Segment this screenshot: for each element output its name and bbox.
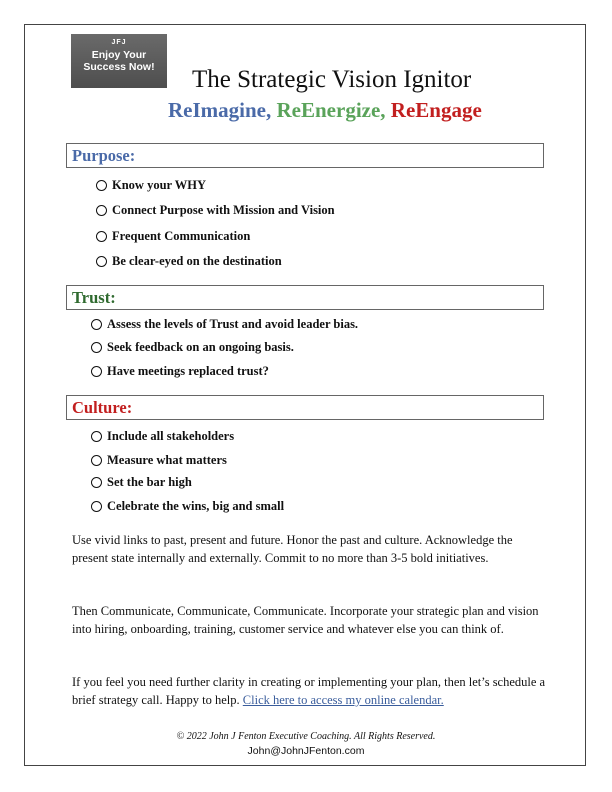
checklist-item <box>91 340 294 355</box>
checklist-item <box>91 475 192 490</box>
calendar-link[interactable]: Click here to access my online calendar. <box>242 693 444 707</box>
subtitle-reenergize: ReEnergize, <box>276 98 386 122</box>
checkbox-circle-icon[interactable] <box>91 319 102 330</box>
checklist-item-label: Assess the levels of Trust and avoid leader bias. <box>107 317 359 331</box>
logo-monogram: JFJ <box>111 39 127 46</box>
checklist-item-label: Know your WHY <box>112 178 207 192</box>
section-heading-trust: Trust: <box>66 285 544 310</box>
checklist-item-label: Measure what matters <box>107 453 227 467</box>
checkbox-circle-icon[interactable] <box>91 366 102 377</box>
checklist-item <box>96 254 282 269</box>
checklist-item-label: Connect Purpose with Mission and Vision <box>112 203 335 217</box>
logo-line-1: Enjoy Your <box>91 49 147 61</box>
checklist-item <box>91 364 269 379</box>
checklist-item <box>91 317 358 332</box>
checkbox-circle-icon[interactable] <box>96 205 107 216</box>
checklist-item <box>91 453 227 468</box>
checklist-item-label: Set the bar high <box>107 475 192 489</box>
checkbox-circle-icon[interactable] <box>91 477 102 488</box>
checklist-item <box>91 499 284 514</box>
checklist-item <box>96 178 206 193</box>
paragraph-vivid-links: Use vivid links to past, present and future. Honor the past and culture. Acknowledge the present state internally and externally. Commit to no more than 3-5 bold initiatives. <box>72 533 513 565</box>
checkbox-circle-icon[interactable] <box>91 431 102 442</box>
subtitle-reimagine: ReImagine, <box>168 98 272 122</box>
logo <box>71 34 167 88</box>
checkbox-circle-icon[interactable] <box>96 231 107 242</box>
footer-email[interactable]: John@JohnJFenton.com <box>247 745 365 757</box>
checklist-item-label: Be clear-eyed on the destination <box>112 254 282 268</box>
checkbox-circle-icon[interactable] <box>96 256 107 267</box>
logo-line-2: Success Now! <box>83 61 155 73</box>
section-heading-purpose: Purpose: <box>66 143 544 168</box>
checklist-item-label: Celebrate the wins, big and small <box>107 499 285 513</box>
checkbox-circle-icon[interactable] <box>91 342 102 353</box>
page-subtitle <box>168 98 482 123</box>
footer-copyright: © 2022 John J Fenton Executive Coaching. All Rights Reserved. <box>176 731 436 742</box>
checklist-item-label: Frequent Communication <box>112 229 251 243</box>
subtitle-reengage: ReEngage <box>390 98 482 122</box>
checklist-item <box>91 429 234 444</box>
strategy-call-text: If you feel you need further clarity in creating or implementing your plan, then let’s schedule a brief strategy call. Happy to help. <box>72 675 546 707</box>
checkbox-circle-icon[interactable] <box>96 180 107 191</box>
section-heading-culture: Culture: <box>66 395 544 420</box>
checklist-item <box>96 229 250 244</box>
checklist-item <box>96 203 335 218</box>
checklist-item-label: Have meetings replaced trust? <box>107 364 269 378</box>
page-title: The Strategic Vision Ignitor <box>192 66 472 93</box>
paragraph-communicate: Then Communicate, Communicate, Communicate. Incorporate your strategic plan and vision into hiring, onboarding, training, customer service and whatever else you can think of. <box>72 604 539 636</box>
paragraph-strategy-call <box>72 673 547 709</box>
checkbox-circle-icon[interactable] <box>91 501 102 512</box>
checklist-item-label: Seek feedback on an ongoing basis. <box>107 340 294 354</box>
checkbox-circle-icon[interactable] <box>91 455 102 466</box>
checklist-item-label: Include all stakeholders <box>107 429 235 443</box>
